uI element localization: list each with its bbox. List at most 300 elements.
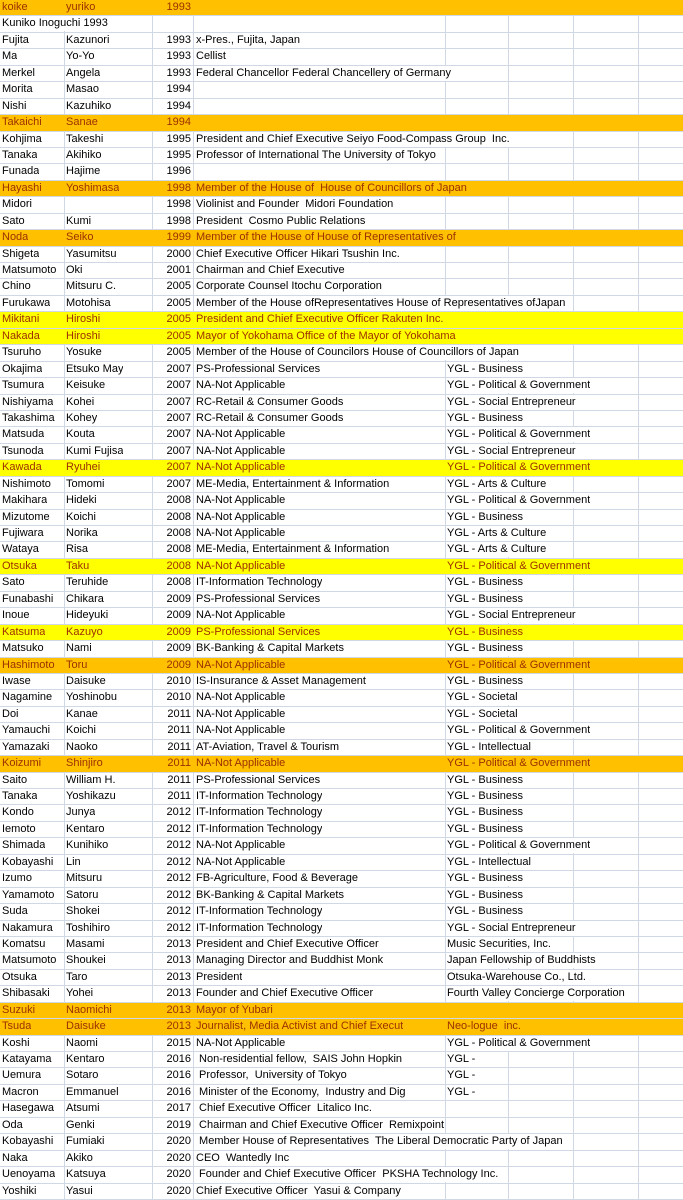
cell-first-name[interactable]: Yosuke — [66, 346, 102, 359]
cell-last-name[interactable]: Funada — [2, 165, 40, 178]
cell-organization[interactable]: YGL - Social Entrepreneur — [447, 921, 576, 934]
cell-title[interactable]: ME-Media, Entertainment & Information — [196, 477, 390, 490]
cell-title[interactable]: BK-Banking & Capital Markets — [196, 888, 344, 901]
cell-last-name[interactable]: Uemura — [2, 1069, 42, 1082]
cell-title[interactable]: IT-Information Technology — [196, 905, 323, 918]
cell-last-name[interactable]: Suda — [2, 905, 28, 918]
cell-title[interactable]: IS-Insurance & Asset Management — [196, 674, 366, 687]
cell-year[interactable]: 2008 — [153, 526, 191, 541]
cell-last-name[interactable]: Tanaka — [2, 790, 38, 802]
cell-year[interactable]: 2012 — [153, 888, 191, 903]
cell-first-name[interactable]: Kazuyo — [66, 625, 103, 638]
cell-year[interactable]: 2016 — [153, 1052, 191, 1067]
cell-title[interactable]: Member of the House of Councilors House of Councillors of Japan — [196, 346, 519, 359]
cell-first-name[interactable]: Hiroshi — [66, 313, 101, 326]
cell-title[interactable]: Minister of the Economy, Industry and Dig — [196, 1085, 406, 1098]
cell-title[interactable]: Journalist, Media Activist and Chief Execut — [196, 1020, 404, 1033]
cell-organization[interactable]: YGL - Arts & Culture — [447, 527, 547, 539]
cell-title[interactable]: NA-Not Applicable — [196, 494, 286, 507]
cell-title[interactable]: Federal Chancellor Federal Chancellery of Germany — [196, 66, 451, 79]
cell-organization[interactable]: YGL - Arts & Culture — [447, 477, 547, 490]
cell-first-name[interactable]: Daisuke — [66, 674, 106, 687]
cell-year[interactable]: 1993 — [153, 49, 191, 64]
cell-year[interactable]: 1994 — [153, 99, 191, 114]
cell-last-name[interactable]: Fujiwara — [2, 527, 44, 539]
cell-organization[interactable]: YGL - Political & Government — [447, 724, 591, 737]
cell-last-name[interactable]: Nishi — [2, 99, 27, 112]
cell-organization[interactable]: YGL - Social Entrepreneur — [447, 395, 576, 408]
cell-year[interactable]: 2005 — [166, 313, 191, 326]
cell-organization[interactable]: YGL - Political & Government — [447, 658, 591, 671]
cell-first-name[interactable]: Genki — [66, 1118, 95, 1131]
cell-organization[interactable]: YGL - Social Entrepreneur — [447, 609, 576, 622]
cell-title[interactable]: Chief Executive Officer Hikari Tsushin Inc. — [196, 247, 400, 260]
cell-last-name[interactable]: Yamazaki — [2, 740, 50, 753]
cell-last-name[interactable]: Midori — [2, 198, 32, 211]
cell-title[interactable]: President — [196, 970, 243, 983]
cell-year[interactable]: 2007 — [153, 395, 191, 410]
cell-year[interactable]: 2011 — [153, 723, 191, 738]
cell-organization[interactable]: YGL - Business — [447, 806, 524, 819]
cell-title[interactable]: Managing Director and Buddhist Monk — [196, 954, 384, 967]
cell-organization[interactable]: YGL - Political & Government — [447, 559, 591, 572]
cell-title[interactable]: PS-Professional Services — [196, 592, 321, 605]
cell-organization[interactable]: YGL - Business — [447, 790, 524, 802]
cell-year[interactable]: 2012 — [153, 871, 191, 886]
cell-first-name[interactable]: Koichi — [66, 510, 96, 523]
cell-last-name[interactable]: Yamamoto — [2, 888, 55, 901]
cell-organization[interactable]: YGL - Political & Government — [447, 494, 591, 507]
cell-organization[interactable]: Fourth Valley Concierge Corporation — [447, 987, 625, 1000]
cell-title[interactable]: Member of the House of House of Representatives of — [196, 231, 456, 244]
cell-organization[interactable]: YGL - Political & Government — [447, 379, 591, 392]
cell-first-name[interactable]: Yoshimasa — [66, 181, 120, 194]
cell-year[interactable]: 2000 — [153, 247, 191, 262]
cell-last-name[interactable]: Tsunoda — [2, 444, 44, 457]
cell-first-name[interactable]: Masao — [66, 83, 100, 96]
cell-organization[interactable]: YGL - Political & Government — [447, 461, 591, 474]
cell-title[interactable]: IT-Information Technology — [196, 576, 323, 589]
cell-title[interactable]: IT-Information Technology — [196, 790, 323, 802]
cell-first-name[interactable]: Teruhide — [66, 576, 109, 589]
cell-title[interactable]: NA-Not Applicable — [196, 379, 286, 392]
cell-title[interactable]: NA-Not Applicable — [196, 510, 286, 523]
cell-organization[interactable]: YGL - Business — [447, 592, 524, 605]
cell-year[interactable]: 1998 — [153, 197, 191, 212]
cell-title[interactable]: NA-Not Applicable — [196, 1036, 286, 1049]
cell-first-name[interactable]: Masami — [66, 937, 105, 950]
cell-last-name[interactable]: Merkel — [2, 66, 36, 79]
cell-last-name[interactable]: Inoue — [2, 609, 30, 622]
cell-year[interactable]: 2012 — [153, 805, 191, 820]
cell-year[interactable]: 1994 — [153, 82, 191, 97]
cell-title[interactable]: RC-Retail & Consumer Goods — [196, 411, 344, 424]
cell-year[interactable]: 2005 — [153, 279, 191, 294]
cell-year[interactable]: 2008 — [153, 510, 191, 525]
cell-first-name[interactable]: Ryuhei — [66, 461, 101, 474]
cell-year[interactable]: 2013 — [166, 1020, 191, 1033]
cell-organization[interactable]: YGL - Business — [447, 674, 524, 687]
cell-first-name[interactable]: Risa — [66, 543, 89, 556]
cell-organization[interactable]: Otsuka-Warehouse Co., Ltd. — [447, 970, 586, 983]
cell-year[interactable]: 2005 — [153, 296, 191, 311]
cell-first-name[interactable]: Hajime — [66, 165, 101, 178]
cell-title[interactable]: Violinist and Founder Midori Foundation — [196, 198, 394, 211]
cell-title[interactable]: Chief Executive Officer Litalico Inc. — [196, 1102, 372, 1115]
cell-last-name[interactable]: Suzuki — [2, 1003, 36, 1016]
cell-first-name[interactable]: Koichi — [66, 724, 96, 737]
cell-first-name[interactable]: Fumiaki — [66, 1135, 105, 1148]
cell-year[interactable]: 1998 — [166, 181, 191, 194]
cell-last-name[interactable]: Kuniko Inoguchi 1993 — [2, 17, 108, 30]
cell-year[interactable]: 2013 — [153, 953, 191, 968]
cell-year[interactable]: 2007 — [153, 378, 191, 393]
cell-first-name[interactable]: Yoshikazu — [66, 790, 116, 802]
cell-first-name[interactable]: Etsuko May — [66, 362, 124, 375]
cell-first-name[interactable]: Sanae — [66, 116, 98, 129]
cell-year[interactable]: 2012 — [153, 904, 191, 919]
cell-year[interactable]: 1998 — [153, 214, 191, 229]
cell-last-name[interactable]: Katsuma — [2, 625, 46, 638]
cell-title[interactable]: Founder and Chief Executive Officer — [196, 987, 374, 1000]
cell-first-name[interactable]: Motohisa — [66, 296, 111, 309]
cell-first-name[interactable]: Kumi — [66, 214, 92, 227]
cell-organization[interactable]: YGL - Intellectual — [447, 855, 531, 868]
cell-last-name[interactable]: Okajima — [2, 362, 43, 375]
cell-year[interactable]: 1999 — [166, 231, 191, 244]
cell-last-name[interactable]: Kawada — [2, 461, 42, 474]
cell-title[interactable]: ME-Media, Entertainment & Information — [196, 543, 390, 556]
cell-last-name[interactable]: Tanaka — [2, 148, 38, 161]
cell-first-name[interactable]: Norika — [66, 527, 98, 539]
cell-last-name[interactable]: Macron — [2, 1085, 39, 1098]
cell-title[interactable]: NA-Not Applicable — [196, 559, 286, 572]
cell-year[interactable]: 2013 — [166, 1003, 191, 1016]
cell-last-name[interactable]: Ma — [2, 50, 18, 63]
cell-first-name[interactable]: Kentaro — [66, 1053, 105, 1065]
cell-last-name[interactable]: Matsumoto — [2, 954, 57, 967]
cell-organization[interactable]: Neo-logue inc. — [447, 1020, 521, 1033]
cell-first-name[interactable]: Keisuke — [66, 379, 106, 392]
cell-year[interactable]: 2016 — [153, 1068, 191, 1083]
cell-first-name[interactable]: Junya — [66, 806, 96, 819]
cell-first-name[interactable]: Shoukei — [66, 954, 106, 967]
cell-last-name[interactable]: Matsuko — [2, 642, 44, 655]
cell-year[interactable]: 1994 — [166, 116, 191, 129]
cell-organization[interactable]: YGL - Societal — [447, 691, 518, 704]
cell-first-name[interactable]: Akiko — [66, 1151, 93, 1164]
cell-title[interactable]: NA-Not Applicable — [196, 855, 286, 868]
cell-title[interactable]: Member House of Representatives The Liberal Democratic Party of Japan — [196, 1135, 563, 1148]
cell-first-name[interactable]: Nami — [66, 642, 92, 655]
cell-first-name[interactable]: Naomichi — [66, 1003, 112, 1016]
cell-title[interactable]: Mayor of Yubari — [196, 1003, 273, 1016]
cell-year[interactable]: 2012 — [153, 822, 191, 837]
cell-organization[interactable]: YGL - Political & Government — [447, 428, 591, 441]
cell-first-name[interactable]: Yasumitsu — [66, 247, 117, 260]
cell-year[interactable]: 2012 — [153, 855, 191, 870]
cell-year[interactable]: 2017 — [153, 1101, 191, 1116]
cell-year[interactable]: 2020 — [153, 1184, 191, 1199]
cell-year[interactable]: 2020 — [153, 1134, 191, 1149]
cell-first-name[interactable]: Yoshinobu — [66, 691, 117, 704]
cell-last-name[interactable]: Hayashi — [2, 181, 42, 194]
cell-year[interactable]: 2013 — [153, 937, 191, 952]
cell-first-name[interactable]: Yo-Yo — [66, 50, 95, 63]
cell-last-name[interactable]: Makihara — [2, 494, 48, 507]
cell-first-name[interactable]: Katsuya — [66, 1168, 106, 1181]
cell-year[interactable]: 1993 — [166, 1, 191, 13]
cell-last-name[interactable]: Uenoyama — [2, 1168, 56, 1181]
cell-last-name[interactable]: Naka — [2, 1151, 28, 1164]
cell-last-name[interactable]: Morita — [2, 83, 33, 96]
cell-year[interactable]: 2009 — [166, 625, 191, 638]
cell-last-name[interactable]: Wataya — [2, 543, 39, 556]
cell-year[interactable]: 2009 — [153, 608, 191, 623]
cell-organization[interactable]: YGL - Business — [447, 576, 524, 589]
cell-first-name[interactable]: Naomi — [66, 1036, 98, 1049]
cell-organization[interactable]: YGL - Business — [447, 905, 524, 918]
cell-last-name[interactable]: Izumo — [2, 872, 32, 885]
cell-first-name[interactable]: Oki — [66, 264, 83, 276]
cell-last-name[interactable]: Kondo — [2, 806, 34, 819]
cell-year[interactable]: 2008 — [153, 542, 191, 557]
cell-first-name[interactable]: Akihiko — [66, 148, 102, 161]
cell-last-name[interactable]: Sato — [2, 214, 25, 227]
cell-first-name[interactable]: Kumi Fujisa — [66, 444, 124, 457]
cell-last-name[interactable]: Iwase — [2, 674, 31, 687]
cell-year[interactable]: 2020 — [153, 1167, 191, 1182]
cell-year[interactable]: 2007 — [153, 411, 191, 426]
cell-year[interactable]: 2008 — [153, 575, 191, 590]
cell-year[interactable]: 2008 — [153, 493, 191, 508]
cell-year[interactable]: 2010 — [153, 690, 191, 705]
cell-last-name[interactable]: Otsuka — [2, 970, 37, 983]
cell-year[interactable]: 2007 — [166, 461, 191, 474]
cell-year[interactable]: 2011 — [167, 757, 191, 770]
cell-organization[interactable]: YGL - Business — [447, 411, 524, 424]
cell-title[interactable]: PS-Professional Services — [196, 362, 321, 375]
cell-last-name[interactable]: Tsumura — [2, 379, 45, 392]
cell-first-name[interactable]: Sotaro — [66, 1069, 99, 1082]
cell-year[interactable]: 2009 — [166, 658, 191, 671]
cell-first-name[interactable]: Taku — [66, 559, 90, 572]
cell-last-name[interactable]: Shibasaki — [2, 987, 50, 1000]
cell-last-name[interactable]: Nagamine — [2, 691, 53, 704]
cell-first-name[interactable]: Hideki — [66, 494, 97, 507]
cell-title[interactable]: NA-Not Applicable — [196, 527, 286, 539]
cell-organization[interactable]: YGL - — [447, 1069, 476, 1082]
cell-last-name[interactable]: Kobayashi — [2, 855, 54, 868]
cell-year[interactable]: 2007 — [153, 444, 191, 459]
cell-first-name[interactable]: Emmanuel — [66, 1085, 119, 1098]
cell-title[interactable]: Non-residential fellow, SAIS John Hopkin — [196, 1053, 403, 1065]
cell-first-name[interactable]: Lin — [66, 855, 81, 868]
cell-title[interactable]: AT-Aviation, Travel & Tourism — [196, 740, 340, 753]
cell-title[interactable]: Member of the House of House of Councillors of Japan — [196, 181, 467, 194]
cell-last-name[interactable]: Koshi — [2, 1036, 30, 1049]
cell-first-name[interactable]: Daisuke — [66, 1020, 106, 1033]
cell-last-name[interactable]: Furukawa — [2, 296, 51, 309]
cell-title[interactable]: PS-Professional Services — [196, 773, 321, 786]
cell-first-name[interactable]: Shinjiro — [66, 757, 103, 770]
cell-title[interactable]: Professor, University of Tokyo — [196, 1069, 347, 1082]
cell-title[interactable]: Founder and Chief Executive Officer PKSHA Technology Inc. — [196, 1168, 499, 1181]
cell-first-name[interactable]: Naoko — [66, 740, 98, 753]
cell-title[interactable]: Cellist — [196, 50, 226, 63]
cell-title[interactable]: NA-Not Applicable — [196, 707, 286, 720]
cell-last-name[interactable]: Nakada — [2, 329, 40, 342]
cell-last-name[interactable]: Nishimoto — [2, 477, 51, 490]
cell-first-name[interactable]: William H. — [66, 773, 116, 786]
cell-first-name[interactable]: yuriko — [66, 1, 96, 13]
cell-year[interactable]: 2007 — [153, 362, 191, 377]
cell-title[interactable]: CEO Wantedly Inc — [196, 1151, 290, 1164]
cell-title[interactable]: RC-Retail & Consumer Goods — [196, 395, 344, 408]
cell-first-name[interactable]: Kohey — [66, 411, 98, 424]
cell-organization[interactable]: YGL - — [447, 1085, 476, 1098]
cell-year[interactable]: 2009 — [153, 641, 191, 656]
cell-first-name[interactable]: Kazunori — [66, 33, 110, 46]
cell-title[interactable]: BK-Banking & Capital Markets — [196, 642, 344, 655]
cell-year[interactable]: 2009 — [153, 592, 191, 607]
cell-last-name[interactable]: Matsumoto — [2, 264, 57, 276]
cell-title[interactable]: IT-Information Technology — [196, 822, 323, 835]
cell-last-name[interactable]: koike — [2, 1, 28, 13]
cell-title[interactable]: NA-Not Applicable — [196, 461, 286, 474]
cell-year[interactable]: 2007 — [153, 427, 191, 442]
cell-last-name[interactable]: Funabashi — [2, 592, 54, 605]
cell-organization[interactable]: YGL - Political & Government — [447, 839, 591, 852]
cell-first-name[interactable]: Hideyuki — [66, 609, 109, 622]
cell-year[interactable]: 2011 — [153, 773, 191, 788]
cell-first-name[interactable]: Kunihiko — [66, 839, 109, 852]
cell-first-name[interactable]: Hiroshi — [66, 329, 101, 342]
cell-year[interactable]: 2013 — [153, 970, 191, 985]
cell-organization[interactable]: YGL - — [447, 1053, 476, 1065]
cell-organization[interactable]: YGL - Business — [447, 625, 524, 638]
cell-title[interactable]: NA-Not Applicable — [196, 724, 286, 737]
cell-organization[interactable]: YGL - Social Entrepreneur — [447, 444, 576, 457]
cell-year[interactable]: 2011 — [153, 789, 191, 804]
cell-last-name[interactable]: Shigeta — [2, 247, 40, 260]
cell-first-name[interactable]: Takeshi — [66, 132, 104, 145]
cell-last-name[interactable]: Doi — [2, 707, 19, 720]
cell-last-name[interactable]: Hasegawa — [2, 1102, 54, 1115]
cell-first-name[interactable]: Toru — [66, 658, 88, 671]
cell-last-name[interactable]: Hashimoto — [2, 658, 55, 671]
cell-first-name[interactable]: Toshihiro — [66, 921, 111, 934]
cell-title[interactable]: NA-Not Applicable — [196, 444, 286, 457]
cell-organization[interactable]: YGL - Business — [447, 510, 524, 523]
cell-first-name[interactable]: Atsumi — [66, 1102, 100, 1115]
cell-first-name[interactable]: Kentaro — [66, 822, 105, 835]
cell-year[interactable]: 2016 — [153, 1085, 191, 1100]
cell-last-name[interactable]: Tsuda — [2, 1020, 32, 1033]
cell-last-name[interactable]: Shimada — [2, 839, 46, 852]
cell-first-name[interactable]: Satoru — [66, 888, 99, 901]
cell-title[interactable]: NA-Not Applicable — [196, 757, 286, 770]
cell-organization[interactable]: YGL - Business — [447, 773, 524, 786]
cell-year[interactable]: 2012 — [153, 921, 191, 936]
cell-first-name[interactable]: Taro — [66, 970, 88, 983]
cell-last-name[interactable]: Sato — [2, 576, 25, 589]
cell-title[interactable]: NA-Not Applicable — [196, 658, 286, 671]
cell-year[interactable]: 2011 — [153, 740, 191, 755]
cell-title[interactable]: Member of the House ofRepresentatives House of Representatives ofJapan — [196, 296, 566, 309]
cell-title[interactable]: Chairman and Chief Executive Officer Remixpoint — [196, 1118, 445, 1131]
cell-year[interactable]: 1996 — [153, 164, 191, 179]
cell-last-name[interactable]: Saito — [2, 773, 28, 786]
cell-first-name[interactable]: Yasui — [66, 1184, 93, 1197]
cell-organization[interactable]: Music Securities, Inc. — [447, 937, 551, 950]
cell-last-name[interactable]: Nishiyama — [2, 395, 54, 408]
cell-year[interactable]: 1993 — [153, 33, 191, 48]
cell-organization[interactable]: Japan Fellowship of Buddhists — [447, 954, 596, 967]
cell-year[interactable]: 2005 — [166, 329, 191, 342]
cell-first-name[interactable]: Kohei — [66, 395, 95, 408]
cell-year[interactable]: 2005 — [153, 345, 191, 360]
cell-title[interactable]: NA-Not Applicable — [196, 691, 286, 704]
cell-first-name[interactable]: Mitsuru — [66, 872, 103, 885]
cell-title[interactable]: x-Pres., Fujita, Japan — [196, 33, 300, 46]
cell-first-name[interactable]: Yohei — [66, 987, 94, 1000]
cell-last-name[interactable]: Oda — [2, 1118, 23, 1131]
cell-year[interactable]: 2008 — [166, 559, 191, 572]
cell-first-name[interactable]: Kouta — [66, 428, 95, 441]
cell-title[interactable]: President and Chief Executive Seiyo Food-Compass Group Inc. — [196, 132, 510, 145]
cell-title[interactable]: NA-Not Applicable — [196, 428, 286, 441]
cell-title[interactable]: President and Chief Executive Officer Rakuten Inc. — [196, 313, 444, 326]
cell-title[interactable]: FB-Agriculture, Food & Beverage — [196, 872, 359, 885]
cell-last-name[interactable]: Kohjima — [2, 132, 42, 145]
cell-title[interactable]: Chief Executive Officer Yasui & Company — [196, 1184, 401, 1197]
cell-year[interactable]: 2001 — [153, 263, 191, 278]
cell-organization[interactable]: YGL - Political & Government — [447, 757, 591, 770]
cell-year[interactable]: 1993 — [153, 66, 191, 81]
cell-year[interactable]: 2007 — [153, 477, 191, 492]
cell-last-name[interactable]: Katayama — [2, 1053, 52, 1065]
cell-last-name[interactable]: Mikitani — [2, 313, 40, 326]
cell-year[interactable]: 2012 — [153, 838, 191, 853]
cell-title[interactable]: NA-Not Applicable — [196, 609, 286, 622]
cell-first-name[interactable]: Mitsuru C. — [66, 280, 117, 293]
cell-first-name[interactable]: Seiko — [66, 231, 94, 244]
cell-first-name[interactable]: Shokei — [66, 905, 100, 918]
cell-title[interactable]: IT-Information Technology — [196, 806, 323, 819]
cell-title[interactable]: President and Chief Executive Officer — [196, 937, 379, 950]
cell-last-name[interactable]: Matsuda — [2, 428, 45, 441]
cell-organization[interactable]: YGL - Political & Government — [447, 1036, 591, 1049]
cell-first-name[interactable]: Angela — [66, 66, 101, 79]
cell-last-name[interactable]: Takashima — [2, 411, 55, 424]
cell-first-name[interactable]: Chikara — [66, 592, 104, 605]
cell-organization[interactable]: YGL - Business — [447, 872, 524, 885]
cell-last-name[interactable]: Komatsu — [2, 937, 46, 950]
cell-year[interactable]: 2010 — [153, 674, 191, 689]
cell-organization[interactable]: YGL - Arts & Culture — [447, 543, 547, 556]
cell-year[interactable]: 1995 — [153, 132, 191, 147]
cell-first-name[interactable]: Kazuhiko — [66, 99, 112, 112]
cell-last-name[interactable]: Kobayashi — [2, 1135, 54, 1148]
cell-last-name[interactable]: Chino — [2, 280, 31, 293]
cell-title[interactable]: President Cosmo Public Relations — [196, 214, 366, 227]
cell-last-name[interactable]: Nakamura — [2, 921, 53, 934]
cell-title[interactable]: Mayor of Yokohama Office of the Mayor of Yokohama — [196, 329, 456, 342]
cell-last-name[interactable]: Takaichi — [2, 116, 42, 129]
cell-title[interactable]: PS-Professional Services — [196, 625, 321, 638]
cell-last-name[interactable]: Yamauchi — [2, 724, 51, 737]
